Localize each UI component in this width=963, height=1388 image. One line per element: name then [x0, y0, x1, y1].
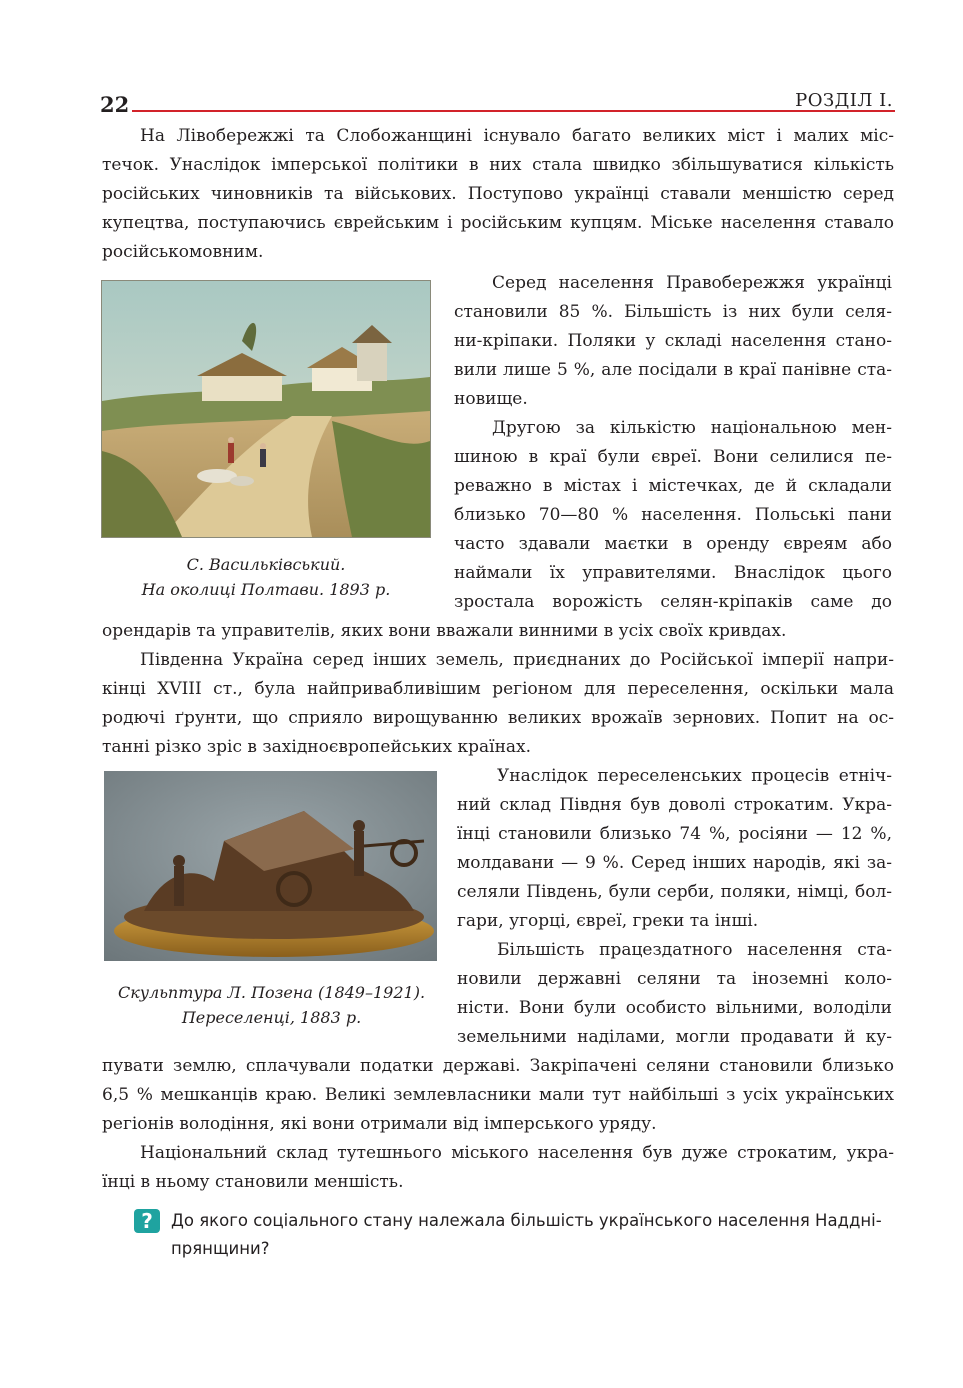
text-line: Другою за кількістю національною мен- — [492, 418, 892, 438]
text-line: 6,5 % мешканців краю. Великі землевласники мали тут найбільші з усіх українських — [102, 1085, 894, 1105]
text-line: Серед населення Правобережжя українці — [492, 273, 892, 293]
painting-image — [101, 280, 431, 538]
caption-line: Скульптура Л. Позена (1849–1921). — [117, 983, 426, 1002]
text-line: російських чиновників та військових. Поступово українці ставали меншістю серед — [102, 184, 894, 204]
text-line: земельними наділами, могли продавати й ку- — [457, 1027, 892, 1047]
painting-poltava-outskirts — [102, 281, 430, 537]
text-line: регіонів володіння, які вони отримали від імперського уряду. — [102, 1114, 657, 1134]
text-line: селяли Південь, були серби, поляки, німці, бол- — [457, 882, 892, 902]
sculpture-settlers — [104, 771, 437, 961]
text-line: шиною в краї були євреї. Вони селилися пе- — [454, 447, 892, 467]
text-line: гари, угорці, євреї, греки та інші. — [457, 911, 759, 931]
text-line: До якого соціального стану належала більшість українського населення Наддні- — [171, 1211, 882, 1230]
text-line: течок. Унаслідок імперської політики в них стала швидко збільшуватися кількість — [102, 155, 894, 175]
text-line: наймали їх управителями. Внаслідок цього — [454, 563, 892, 583]
text-line: новище. — [454, 389, 528, 409]
text-line: На Лівобережжі та Слобожанщині існувало багато великих міст і малих міс- — [140, 126, 894, 146]
paragraph-3 — [454, 414, 892, 617]
sculpture-caption — [104, 980, 439, 1030]
paragraph-6 — [457, 936, 892, 1052]
text-line: ний склад Півдня був доволі строкатим. Укра- — [457, 795, 892, 815]
text-line: російськомовним. — [102, 242, 264, 262]
text-line: ністи. Вони були особисто вільними, володіли — [457, 998, 892, 1018]
text-line: Південна Україна серед інших земель, приєднаних до Російської імперії напри- — [140, 650, 894, 670]
text-line: купецтва, поступаючись єврейським і російським купцям. Міське населення ставало — [102, 213, 894, 233]
caption-line: Переселенці, 1883 р. — [181, 1008, 362, 1027]
page-number: 22 — [100, 92, 130, 117]
text-line: пувати землю, сплачували податки державі. Закріпачені селяни становили близько — [102, 1056, 894, 1076]
text-line: їнці в ньому становили меншість. — [102, 1172, 404, 1192]
text-line: Національний склад тутешнього міського населення був дуже строкатим, укра- — [140, 1143, 894, 1163]
text-line: орендарів та управителів, яких вони вважали винними в усіх своїх кривдах. — [102, 621, 787, 641]
paragraph-1 — [102, 122, 894, 267]
text-line: часто здавали маєтки в оренду євреям або — [454, 534, 892, 554]
text-line: родючі ґрунти, що сприяло вирощуванню великих врожаїв зернових. Попит на ос- — [102, 708, 894, 728]
header-rule — [132, 110, 895, 112]
text-line: молдавани — 9 %. Серед інших народів, які за- — [457, 853, 892, 873]
text-line: становили 85 %. Більшість із них були селя- — [454, 302, 892, 322]
painting-caption — [101, 552, 431, 602]
text-line: їнці становили близько 74 %, росіяни — 12 %, — [457, 824, 892, 844]
text-line: зростала ворожість селян-кріпаків саме до — [454, 592, 892, 612]
text-line: кінці XVIII ст., була найпривабливішим регіоном для переселення, оскільки мала — [102, 679, 894, 699]
text-line: Унаслідок переселенських процесів етніч- — [497, 766, 892, 786]
text-line: близько 70—80 % населення. Польські пани — [454, 505, 892, 525]
question-text — [171, 1207, 893, 1263]
paragraph-5 — [457, 762, 892, 936]
page-header — [100, 86, 895, 116]
text-line: реважно в містах і містечках, де й складали — [454, 476, 892, 496]
sculpture-image — [104, 771, 437, 961]
paragraph-2 — [454, 269, 892, 414]
text-line: новили державні селяни та іноземні коло- — [457, 969, 892, 989]
text-line: ни-кріпаки. Поляки у складі населення стано- — [454, 331, 892, 351]
text-line: вили лише 5 %, але посідали в краї панівне ста- — [454, 360, 892, 380]
section-title: РОЗДІЛ І. — [795, 90, 893, 111]
text-line: прянщини? — [171, 1239, 270, 1258]
text-line: Більшість працездатного населення ста- — [497, 940, 892, 960]
paragraph-7 — [102, 1139, 894, 1197]
question-mark-icon: ? — [134, 1209, 160, 1233]
paragraph-4 — [102, 646, 894, 762]
caption-line: С. Васильківський. — [186, 555, 346, 574]
paragraph-6-continued — [102, 1052, 894, 1139]
paragraph-3-continued — [102, 617, 894, 646]
caption-line: На околиці Полтави. 1893 р. — [141, 580, 391, 599]
text-line: танні різко зріс в західноєвропейських країнах. — [102, 737, 532, 757]
